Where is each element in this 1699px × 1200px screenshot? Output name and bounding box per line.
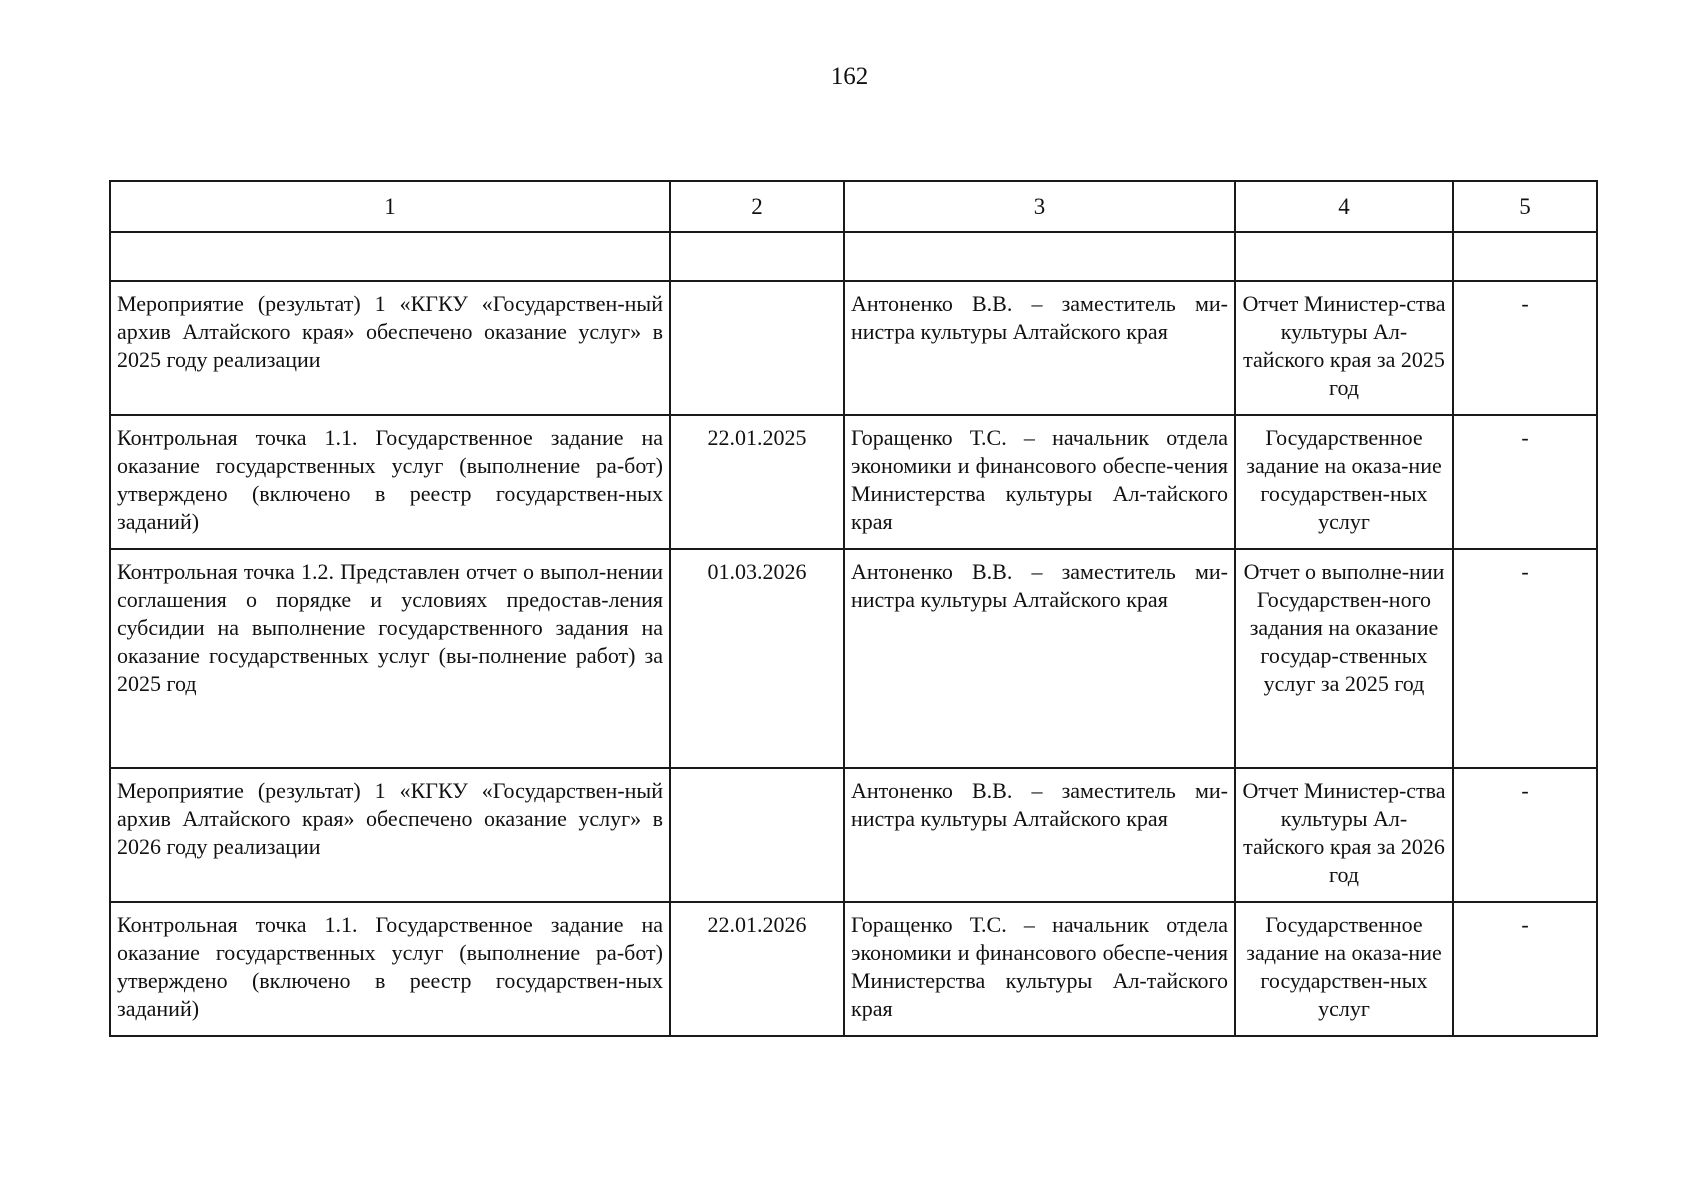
table-row	[110, 768, 1597, 902]
header-cell-5: 5	[1453, 181, 1597, 232]
note-cell: -	[1453, 549, 1597, 768]
note-cell: -	[1453, 768, 1597, 902]
header-cell-3: 3	[844, 181, 1235, 232]
table-row	[110, 549, 1597, 768]
empty-row	[110, 232, 1597, 281]
date-cell: 22.01.2025	[670, 415, 844, 549]
note-cell: -	[1453, 415, 1597, 549]
header-cell-2: 2	[670, 181, 844, 232]
activity-cell: Контрольная точка 1.1. Государственное задание на оказание государственных услуг (выполнение ра-бот) утверждено (включено в реестр государствен-ных заданий)	[110, 415, 670, 549]
document-cell: Отчет Министер-ства культуры Ал-тайского края за 2025 год	[1235, 281, 1453, 415]
empty-cell	[670, 232, 844, 281]
empty-cell	[844, 232, 1235, 281]
responsible-cell: Антоненко В.В. – заместитель ми-нистра культуры Алтайского края	[844, 768, 1235, 902]
table-header-row	[110, 181, 1597, 232]
empty-cell	[1453, 232, 1597, 281]
table-row	[110, 902, 1597, 1036]
responsible-cell: Антоненко В.В. – заместитель ми-нистра культуры Алтайского края	[844, 281, 1235, 415]
empty-cell	[1235, 232, 1453, 281]
date-cell: 22.01.2026	[670, 902, 844, 1036]
document-table	[109, 180, 1598, 1037]
header-cell-1: 1	[110, 181, 670, 232]
responsible-cell: Горащенко Т.С. – начальник отдела экономики и финансового обеспе-чения Министерства культуры Ал-тайского края	[844, 415, 1235, 549]
document-cell: Отчет о выполне-нии Государствен-ного задания на оказание государ-ственных услуг за 2025 год	[1235, 549, 1453, 768]
document-cell: Государственное задание на оказа-ние государствен-ных услуг	[1235, 902, 1453, 1036]
activity-cell: Мероприятие (результат) 1 «КГКУ «Государствен-ный архив Алтайского края» обеспечено оказание услуг» в 2025 году реализации	[110, 281, 670, 415]
empty-cell	[110, 232, 670, 281]
note-cell: -	[1453, 902, 1597, 1036]
document-cell: Государственное задание на оказа-ние государствен-ных услуг	[1235, 415, 1453, 549]
activity-cell: Контрольная точка 1.1. Государственное задание на оказание государственных услуг (выполнение ра-бот) утверждено (включено в реестр государствен-ных заданий)	[110, 902, 670, 1036]
document-cell: Отчет Министер-ства культуры Ал-тайского края за 2026 год	[1235, 768, 1453, 902]
date-cell: 01.03.2026	[670, 549, 844, 768]
table-row	[110, 415, 1597, 549]
responsible-cell: Антоненко В.В. – заместитель ми-нистра культуры Алтайского края	[844, 549, 1235, 768]
activity-cell: Мероприятие (результат) 1 «КГКУ «Государствен-ный архив Алтайского края» обеспечено оказание услуг» в 2026 году реализации	[110, 768, 670, 902]
date-cell	[670, 768, 844, 902]
activity-cell: Контрольная точка 1.2. Представлен отчет о выпол-нении соглашения о порядке и условиях предостав-ления субсидии на выполнение государственного задания на оказание государственных услуг (вы-полнение работ) за 2025 год	[110, 549, 670, 768]
page-number: 162	[830, 63, 869, 90]
header-cell-4: 4	[1235, 181, 1453, 232]
table-row	[110, 281, 1597, 415]
note-cell: -	[1453, 281, 1597, 415]
date-cell	[670, 281, 844, 415]
responsible-cell: Горащенко Т.С. – начальник отдела экономики и финансового обеспе-чения Министерства культуры Ал-тайского края	[844, 902, 1235, 1036]
